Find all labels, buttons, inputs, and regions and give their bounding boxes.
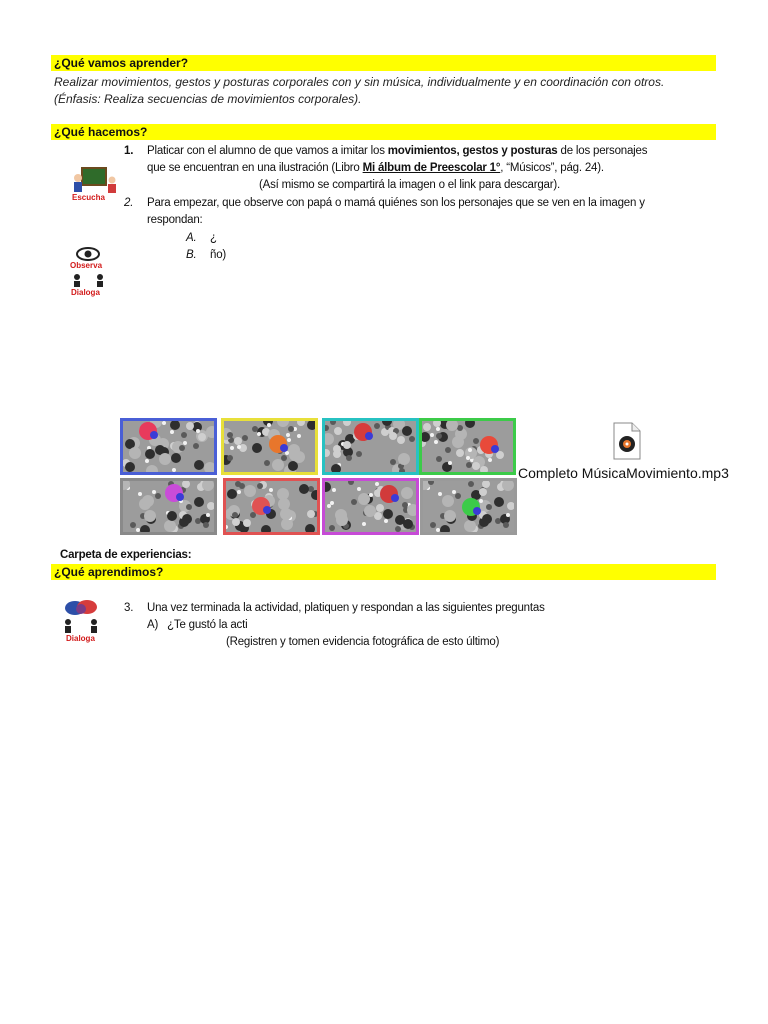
item-1-text-b-end: , “Músicos”, pág. 24). <box>500 162 604 174</box>
section-title-aprendimos: ¿Qué aprendimos? <box>51 564 716 580</box>
item-2-line-2: respondan: <box>147 214 203 226</box>
item-3-option-a: A) ¿Te gustó la acti <box>147 619 248 631</box>
item-3-text: Una vez terminada la actividad, platiquen y respondan a las siguientes preguntas <box>147 602 545 614</box>
escucha-label: Escucha <box>72 193 105 202</box>
aprender-line-1: Realizar movimientos, gestos y posturas corporales con y sin música, individualmente y en coordinación con otros. <box>54 75 665 89</box>
item-1-text-a-end: de los personajes <box>557 145 648 157</box>
thumbnail-image[interactable] <box>322 418 419 475</box>
observa-label: Observa <box>70 261 103 270</box>
escucha-icon <box>68 166 124 202</box>
option-b-letter: B. <box>186 249 197 261</box>
option-b-text: ño) <box>210 249 227 261</box>
attachment-filename[interactable]: Completo MúsicaMovimiento.mp3 <box>518 465 729 481</box>
aprender-line-2: (Énfasis: Realiza secuencias de movimientos corporales). <box>54 92 362 106</box>
thumbnail-image[interactable] <box>419 418 516 475</box>
dialoga-label-2: Dialoga <box>66 634 95 643</box>
item-1-line-2 <box>147 160 604 176</box>
thumbnail-image[interactable] <box>223 478 320 535</box>
thumbnail-image[interactable] <box>120 478 217 535</box>
item-1-bold: movimientos, gestos y posturas <box>387 145 558 157</box>
thumbnail-image[interactable] <box>221 418 318 475</box>
item-2-number: 2. <box>124 197 134 209</box>
item-1-text-b: que se encuentran en una ilustración (Libro <box>147 162 363 174</box>
observa-icon <box>70 245 110 301</box>
thumbnail-image[interactable] <box>420 478 517 535</box>
option-a-text: ¿ <box>210 232 217 244</box>
dialoga-label-1: Dialoga <box>71 288 100 297</box>
section-title-hacemos: ¿Qué hacemos? <box>51 124 716 140</box>
item-2-line-1: Para empezar, que observe con papá o mamá quiénes son los personajes que se ven en la imagen y <box>147 197 645 209</box>
carpeta-label: Carpeta de experiencias: <box>60 549 192 561</box>
option-a-letter: A. <box>186 232 197 244</box>
thumbnail-image[interactable] <box>322 478 419 535</box>
item-1-line-1 <box>147 143 717 159</box>
item-1-text-a: Platicar con el alumno de que vamos a imitar los <box>147 145 388 157</box>
item-3-note: (Registren y tomen evidencia fotográfica de esto último) <box>226 636 500 648</box>
item-1-line-3: (Así mismo se compartirá la imagen o el link para descargar). <box>259 179 560 191</box>
dialoga-icon <box>60 598 104 648</box>
section-title-aprender: ¿Qué vamos aprender? <box>51 55 716 71</box>
item-1-number: 1. <box>124 145 134 157</box>
item-3-number: 3. <box>124 602 134 614</box>
thumbnail-image[interactable] <box>120 418 217 475</box>
audio-file-icon[interactable] <box>612 422 642 460</box>
book-title: Mi álbum de Preescolar 1° <box>362 162 501 174</box>
